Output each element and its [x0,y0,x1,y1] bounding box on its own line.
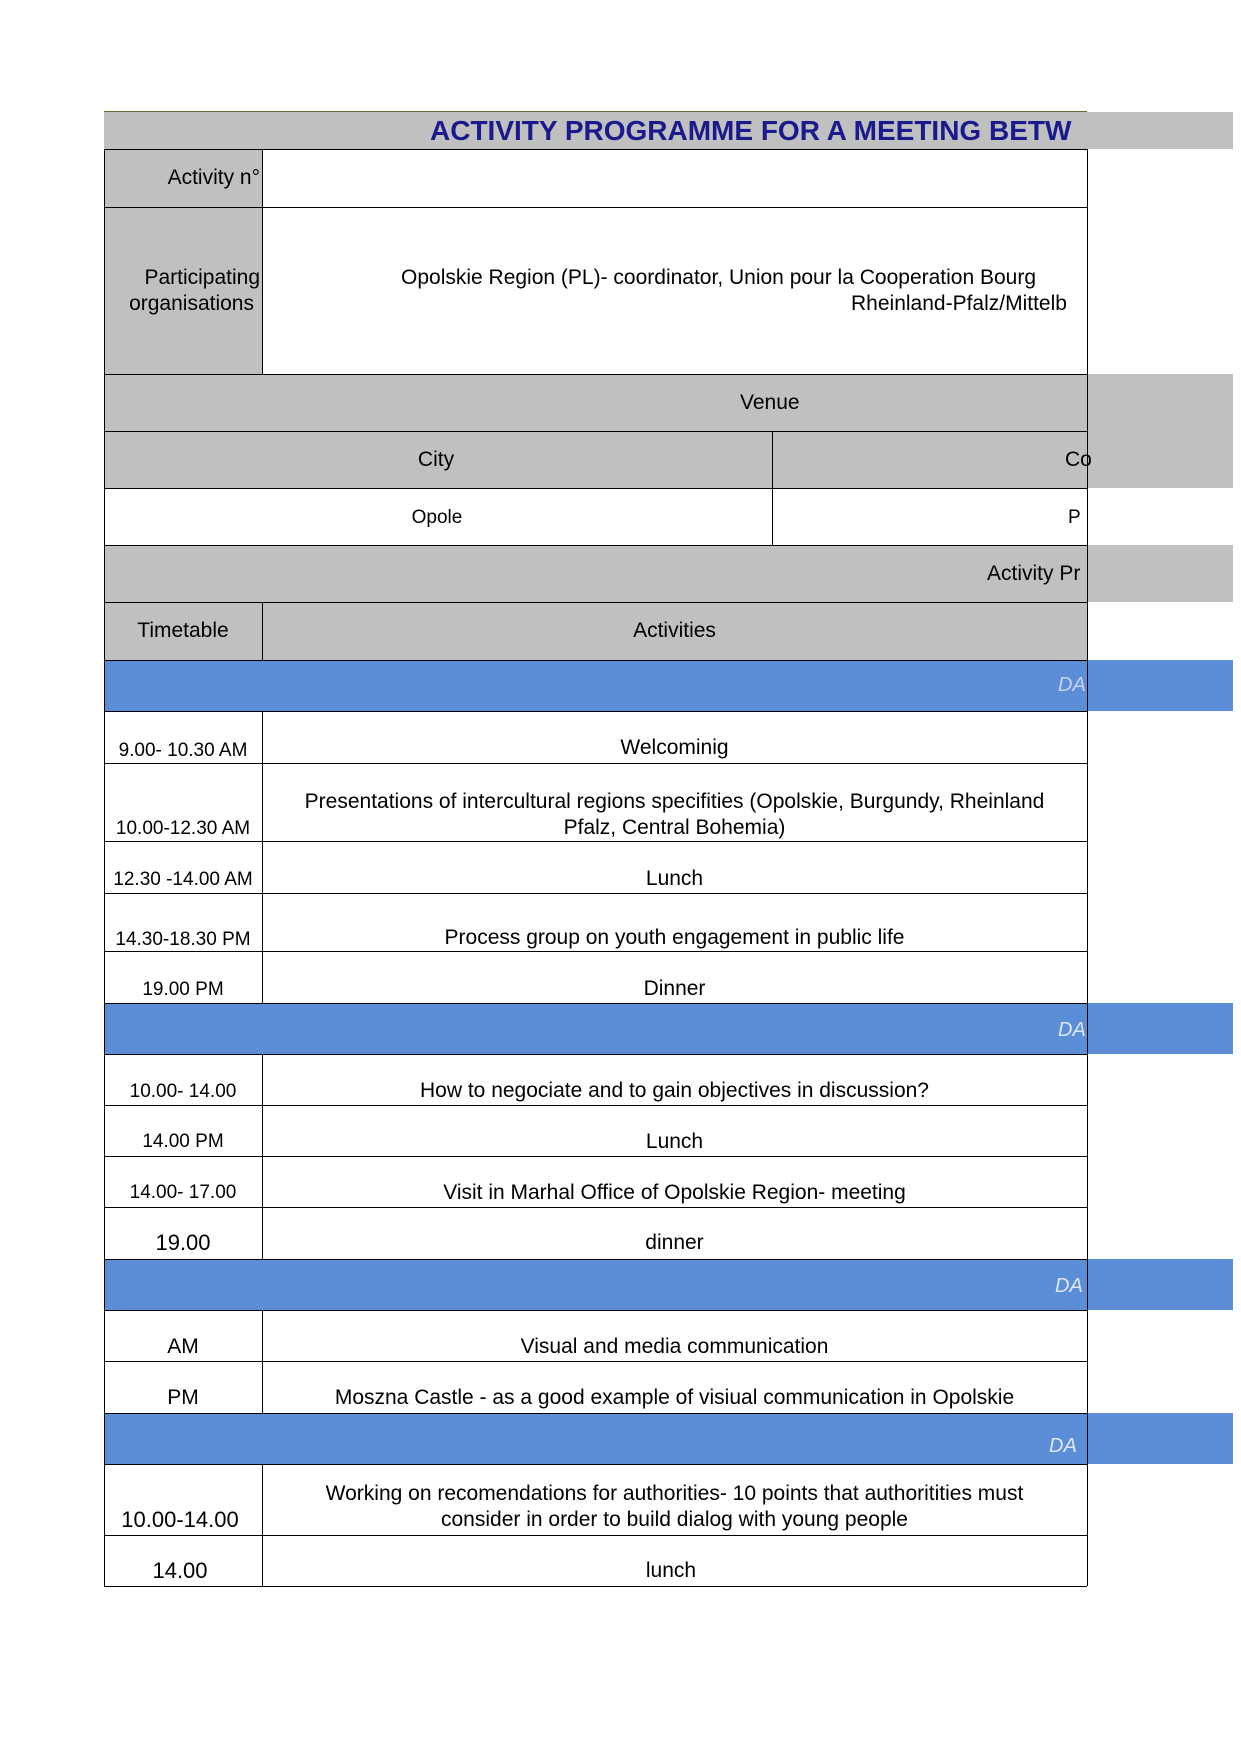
grid-h-14 [104,1054,1087,1055]
venue-city-value: Opole [411,507,463,528]
time-d2-r1: 10.00- 14.00 [129,1081,237,1102]
col-activities: Activities [633,619,716,642]
grid-h-12 [104,951,1087,952]
title-clip [104,112,1087,149]
participating-value-clip [262,207,1087,374]
participating-line2: Rheinland-Pfalz/Mittelb [851,292,1067,315]
day-label-clip-3 [104,1259,1087,1310]
activity-d2-r1: How to negociate and to gain objectives in discussion? [420,1079,929,1102]
day-label-clip-2 [104,1003,1087,1054]
time-d1-r4: 14.30-18.30 PM [115,929,251,950]
venue-country-value: P [1068,507,1081,528]
grid-h-17 [104,1207,1087,1208]
day-label-clip-4 [104,1413,1087,1464]
grid-col-1c [262,711,263,1003]
grid-h-5 [104,545,1087,546]
grid-h-19 [104,1310,1087,1311]
time-d1-r1: 9.00- 10.30 AM [118,740,248,761]
activity-d1-r2-line2: Pfalz, Central Bohemia) [563,816,786,839]
grid-h-16 [104,1156,1087,1157]
participating-label-line2: organisations [129,292,254,315]
time-d4-r1: 10.00-14.00 [121,1507,239,1532]
grid-h-activity-top [104,149,1087,150]
grid-h-13 [104,1003,1087,1004]
programme-label: Activity Pr [987,562,1081,585]
grid-h-22 [104,1464,1087,1465]
day-label-1: DA [1058,674,1086,696]
grid-left [104,149,105,1586]
grid-h-6 [104,602,1087,603]
venue-header [104,374,1233,431]
grid-h-8 [104,711,1087,712]
grid-h-21 [104,1413,1087,1414]
venue-country-label: Co [1065,448,1092,471]
activity-d3-r2: Moszna Castle - as a good example of visiual communication in Opolskie [334,1386,1015,1409]
col-timetable: Timetable [137,619,229,642]
activity-d4-r2: lunch [645,1559,697,1582]
grid-right [1087,149,1088,1586]
grid-h-10 [104,841,1087,842]
activity-d1-r5: Dinner [643,977,706,1000]
time-d2-r4: 19.00 [155,1230,211,1255]
time-d1-r3: 12.30 -14.00 AM [113,869,253,890]
page-title: ACTIVITY PROGRAMME FOR A MEETING BETW [430,115,1072,146]
participating-label-line1: Participating [144,266,260,289]
grid-h-24 [104,1586,1087,1587]
grid-h-9 [104,763,1087,764]
activity-d1-r3: Lunch [645,867,704,890]
time-d3-r2: PM [167,1386,199,1409]
day-label-3: DA [1055,1275,1083,1297]
grid-h-4 [104,488,1087,489]
activity-d2-r3: Visit in Marhal Office of Opolskie Region- meeting [443,1181,906,1204]
programme-label-clip [104,545,1087,602]
activity-d1-r1: Welcominig [620,736,729,759]
grid-h-23 [104,1535,1087,1536]
day-label-2: DA [1058,1019,1086,1041]
grid-col-1f [262,1464,263,1586]
venue-city-label: City [417,448,455,471]
time-d2-r2: 14.00 PM [142,1131,224,1152]
day-label-clip-1 [104,660,1087,711]
time-d2-r3: 14.00- 17.00 [129,1182,237,1203]
activity-number-label: Activity n° [167,166,260,189]
venue-label: Venue [740,391,800,414]
activity-d2-r2: Lunch [645,1130,704,1153]
time-d1-r5: 19.00 PM [142,979,224,1000]
grid-h-2 [104,374,1087,375]
grid-col-1b [262,602,263,660]
grid-h-1 [104,207,1087,208]
activity-d1-r2-line1: Presentations of intercultural regions specifities (Opolskie, Burgundy, Rheinland [304,790,1045,813]
activity-d2-r4: dinner [645,1231,704,1254]
grid-h-11 [104,893,1087,894]
activity-d3-r1: Visual and media communication [520,1335,829,1358]
time-d4-r2: 14.00 [152,1558,208,1583]
grid-col-1a [262,149,263,374]
venue-country-clip [772,431,1092,488]
day-label-4: DA [1049,1435,1077,1457]
grid-h-7 [104,660,1087,661]
grid-h-3 [104,431,1087,432]
time-d1-r2: 10.00-12.30 AM [115,818,251,839]
participating-line1: Opolskie Region (PL)- coordinator, Union pour la Cooperation Bourg [401,266,1037,289]
time-d3-r1: AM [167,1335,199,1358]
activity-d4-r1-line1: Working on recomendations for authorities- 10 points that authoritities must [325,1482,1024,1505]
grid-h-15 [104,1105,1087,1106]
grid-h-18 [104,1259,1087,1260]
grid-h-20 [104,1361,1087,1362]
venue-country-value-clip [772,488,1087,545]
activity-d4-r1-line2: consider in order to build dialog with young people [441,1508,908,1531]
activity-d1-r4: Process group on youth engagement in public life [444,926,905,949]
